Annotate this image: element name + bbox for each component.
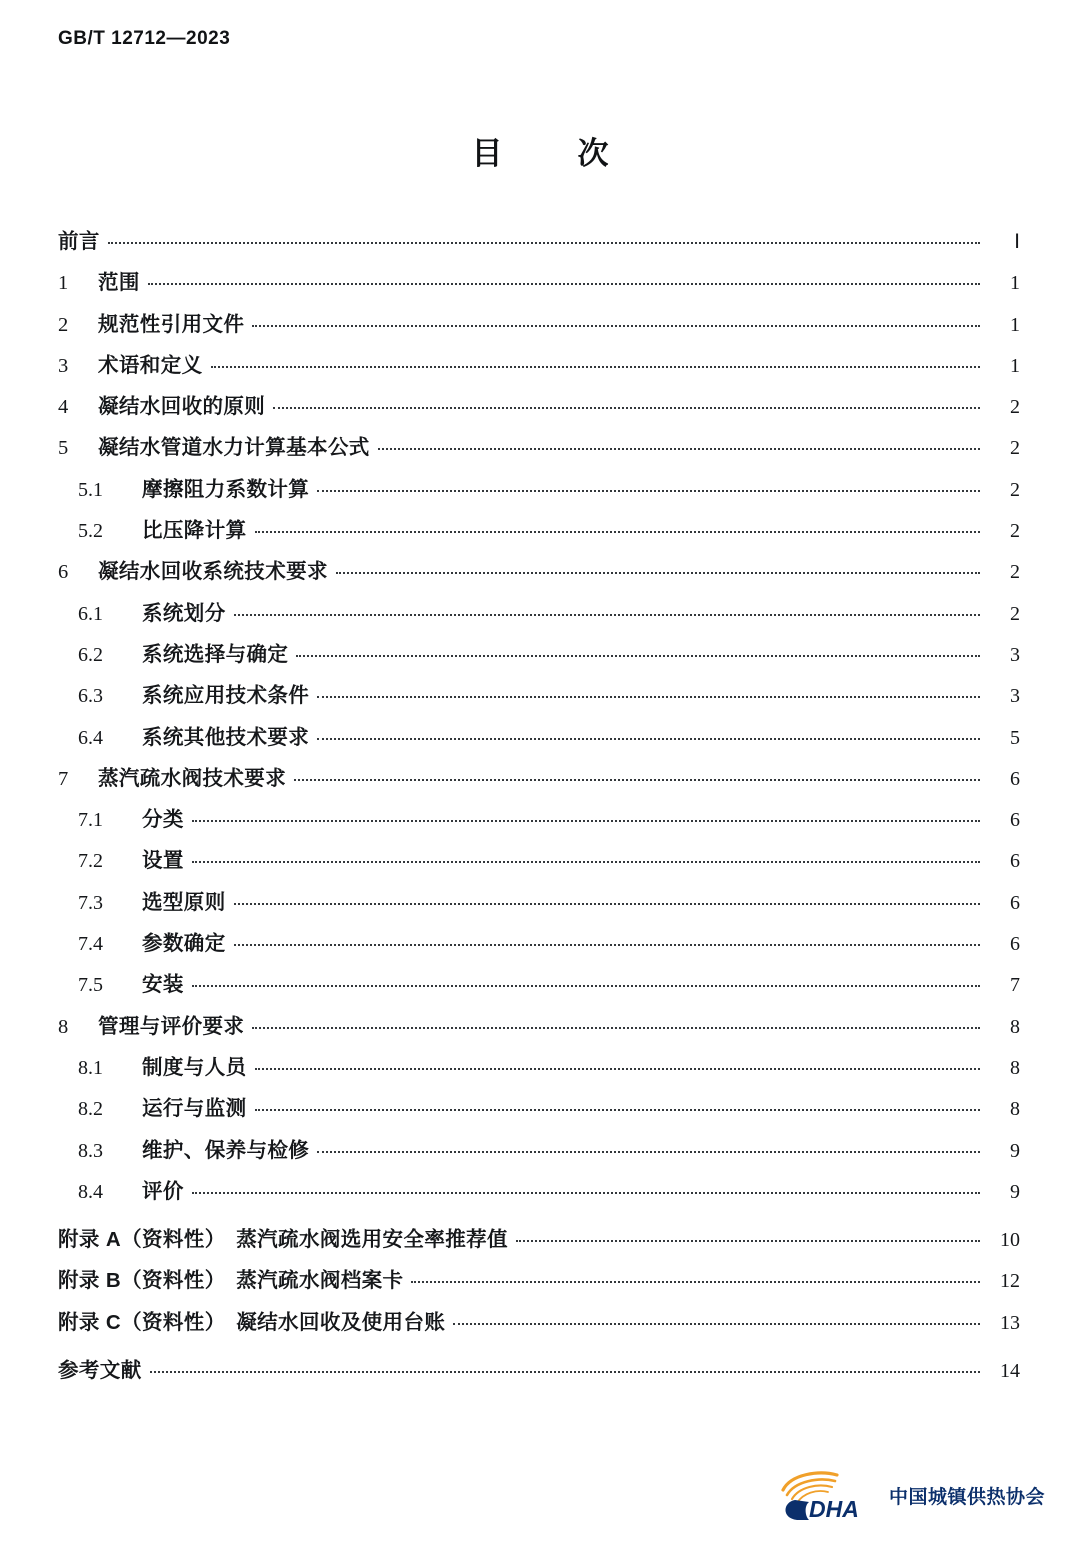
toc-entry-label: 规范性引用文件 [98, 312, 245, 336]
toc-entry[interactable] [58, 1271, 1020, 1312]
toc-leader-dots [192, 1192, 980, 1194]
toc-entry-number: 8.2 [78, 1098, 103, 1121]
toc-entry-page: 9 [1010, 1139, 1020, 1162]
toc-leader-dots [192, 861, 980, 863]
toc-leader-dots [192, 985, 980, 987]
toc-entry-number: 8.3 [78, 1139, 103, 1162]
toc-entry-page: 10 [1000, 1229, 1020, 1252]
toc-entry-number: 4 [58, 396, 69, 419]
toc-entry-label: 评价 [142, 1179, 184, 1203]
toc-entry-label: 设置 [142, 849, 184, 873]
toc-entry[interactable] [58, 810, 1020, 851]
toc-entry[interactable] [58, 601, 1020, 645]
standard-code-header: GB/T 12712—2023 [58, 28, 231, 49]
toc-entry-page: 6 [1010, 891, 1020, 914]
toc-entry-page: 3 [1010, 643, 1020, 666]
toc-entry-number: 7.2 [78, 850, 103, 873]
toc-entry-page: 2 [1010, 437, 1020, 460]
toc-entry-label: 选型原则 [142, 890, 226, 914]
toc-entry-label: 分类 [142, 808, 184, 832]
toc-entry-label: 附录 B（资料性） 蒸汽疏水阀档案卡 [58, 1269, 404, 1293]
toc-entry-page: 1 [1010, 272, 1020, 295]
toc-leader-dots [296, 655, 980, 657]
toc-entry-page: 2 [1010, 561, 1020, 584]
toc-entry-label: 蒸汽疏水阀技术要求 [98, 766, 287, 790]
toc-entry[interactable] [58, 353, 1020, 397]
toc-entry-number: 7.3 [78, 891, 103, 914]
toc-entry[interactable] [58, 1310, 1020, 1354]
toc-entry-number: 8 [58, 1015, 69, 1038]
toc-entry-label: 系统划分 [142, 601, 226, 625]
toc-entry-page: 8 [1010, 1015, 1020, 1038]
toc-entry-label: 前言 [58, 230, 100, 253]
toc-entry-label: 管理与评价要求 [98, 1014, 245, 1038]
toc-leader-dots [411, 1281, 980, 1283]
toc-entry-label: 摩擦阻力系数计算 [142, 477, 310, 501]
svg-text:DHA: DHA [809, 1496, 859, 1522]
toc-entry[interactable] [58, 686, 1020, 727]
toc-leader-dots [378, 448, 980, 450]
toc-entry[interactable] [58, 438, 1020, 479]
toc-leader-dots [317, 490, 980, 492]
toc-entry-label: 维护、保养与检修 [142, 1138, 310, 1162]
toc-entry-page: 1 [1010, 313, 1020, 336]
toc-entry[interactable] [58, 397, 1020, 438]
toc-entry-number: 8.1 [78, 1056, 103, 1079]
table-of-contents [58, 232, 1020, 1402]
toc-entry-number: 7.5 [78, 974, 103, 997]
toc-entry[interactable] [58, 232, 1020, 273]
toc-entry-label: 系统选择与确定 [142, 642, 289, 666]
toc-entry-label: 比压降计算 [142, 519, 247, 543]
toc-entry[interactable] [58, 273, 1020, 314]
toc-entry-page: 2 [1010, 602, 1020, 625]
toc-entry-page: 6 [1010, 767, 1020, 790]
toc-leader-dots [234, 614, 980, 616]
toc-leader-dots [294, 779, 980, 781]
toc-entry-number: 5 [58, 437, 69, 460]
toc-leader-dots [211, 366, 981, 368]
toc-entry[interactable] [58, 1230, 1020, 1271]
toc-entry[interactable] [58, 934, 1020, 975]
toc-entry-page: 6 [1010, 809, 1020, 832]
toc-leader-dots [108, 242, 980, 244]
toc-entry-number: 5.2 [78, 520, 103, 543]
toc-leader-dots [255, 1068, 981, 1070]
toc-entry-number: 6.4 [78, 726, 103, 749]
toc-entry-page: 6 [1010, 850, 1020, 873]
toc-entry-number: 6.2 [78, 643, 103, 666]
toc-leader-dots [336, 572, 980, 574]
toc-entry-label: 凝结水回收的原则 [98, 395, 266, 419]
toc-entry-page: 9 [1010, 1180, 1020, 1203]
toc-entry-page: 8 [1010, 1056, 1020, 1079]
toc-entry-label: 范围 [98, 271, 140, 295]
toc-entry[interactable] [58, 642, 1020, 686]
toc-entry-label: 参数确定 [142, 932, 226, 956]
toc-entry-page: 8 [1010, 1098, 1020, 1121]
toc-entry[interactable] [58, 725, 1020, 769]
toc-entry-number: 7.1 [78, 809, 103, 832]
toc-entry-label: 凝结水回收系统技术要求 [98, 560, 328, 584]
toc-entry[interactable] [58, 312, 1020, 356]
toc-entry[interactable] [58, 890, 1020, 934]
toc-entry-number: 3 [58, 354, 69, 377]
footer-logo [775, 1468, 1045, 1522]
toc-entry-label: 系统其他技术要求 [142, 725, 310, 749]
toc-leader-dots [516, 1240, 980, 1242]
toc-entry-page: 3 [1010, 685, 1020, 708]
toc-entry-label: 参考文献 [58, 1359, 142, 1383]
toc-entry[interactable] [58, 1099, 1020, 1140]
toc-leader-dots [148, 283, 980, 285]
toc-entry-number: 2 [58, 313, 69, 336]
toc-leader-dots [252, 325, 980, 327]
toc-entry[interactable] [58, 521, 1020, 562]
toc-entry-number: 8.4 [78, 1180, 103, 1203]
toc-entry-number: 5.1 [78, 478, 103, 501]
toc-entry-number: 6 [58, 561, 69, 584]
toc-entry-page: Ⅰ [1014, 231, 1020, 253]
toc-entry-page: 6 [1010, 933, 1020, 956]
org-name-label: 中国城镇供热协会 [889, 1486, 1046, 1508]
toc-entry-page: 13 [1000, 1311, 1020, 1334]
toc-entry[interactable] [58, 1179, 1020, 1223]
toc-leader-dots [317, 738, 980, 740]
toc-leader-dots [255, 531, 981, 533]
toc-leader-dots [234, 903, 980, 905]
toc-entry-number: 7.4 [78, 933, 103, 956]
toc-entry-label: 附录 C（资料性） 凝结水回收及使用台账 [58, 1310, 446, 1334]
toc-entry-page: 1 [1010, 354, 1020, 377]
toc-entry-label: 术语和定义 [98, 353, 203, 377]
toc-entry[interactable] [58, 562, 1020, 603]
toc-entry-label: 凝结水管道水力计算基本公式 [98, 436, 370, 460]
toc-entry[interactable] [58, 1361, 1020, 1402]
toc-entry-number: 1 [58, 272, 69, 295]
toc-entry-number: 7 [58, 767, 69, 790]
toc-entry[interactable] [58, 1138, 1020, 1182]
toc-leader-dots [317, 1151, 980, 1153]
toc-leader-dots [234, 944, 980, 946]
toc-entry[interactable] [58, 766, 1020, 810]
toc-entry-page: 5 [1010, 726, 1020, 749]
toc-entry-number: 6.1 [78, 602, 103, 625]
toc-leader-dots [255, 1109, 981, 1111]
toc-leader-dots [252, 1027, 980, 1029]
toc-entry-label: 附录 A（资料性） 蒸汽疏水阀选用安全率推荐值 [58, 1228, 508, 1252]
toc-entry-page: 14 [1000, 1360, 1020, 1383]
toc-entry[interactable] [58, 477, 1020, 521]
toc-entry-label: 制度与人员 [142, 1055, 247, 1079]
toc-entry-page: 2 [1010, 520, 1020, 543]
toc-entry-number: 6.3 [78, 685, 103, 708]
toc-entry-label: 系统应用技术条件 [142, 684, 310, 708]
toc-leader-dots [273, 407, 980, 409]
page-title: 目 次 [471, 136, 631, 171]
toc-entry[interactable] [58, 851, 1020, 892]
toc-entry[interactable] [58, 975, 1020, 1016]
toc-entry-page: 12 [1000, 1270, 1020, 1293]
toc-leader-dots [150, 1371, 980, 1373]
toc-leader-dots [453, 1323, 980, 1325]
toc-entry[interactable] [58, 1014, 1020, 1058]
toc-entry-page: 2 [1010, 396, 1020, 419]
toc-entry-page: 7 [1010, 974, 1020, 997]
toc-leader-dots [192, 820, 980, 822]
toc-entry[interactable] [58, 1055, 1020, 1099]
toc-entry-label: 运行与监测 [142, 1097, 247, 1121]
toc-entry-page: 2 [1010, 478, 1020, 501]
toc-leader-dots [317, 696, 980, 698]
cdha-logo-icon [775, 1468, 879, 1522]
toc-entry-label: 安装 [142, 973, 184, 997]
